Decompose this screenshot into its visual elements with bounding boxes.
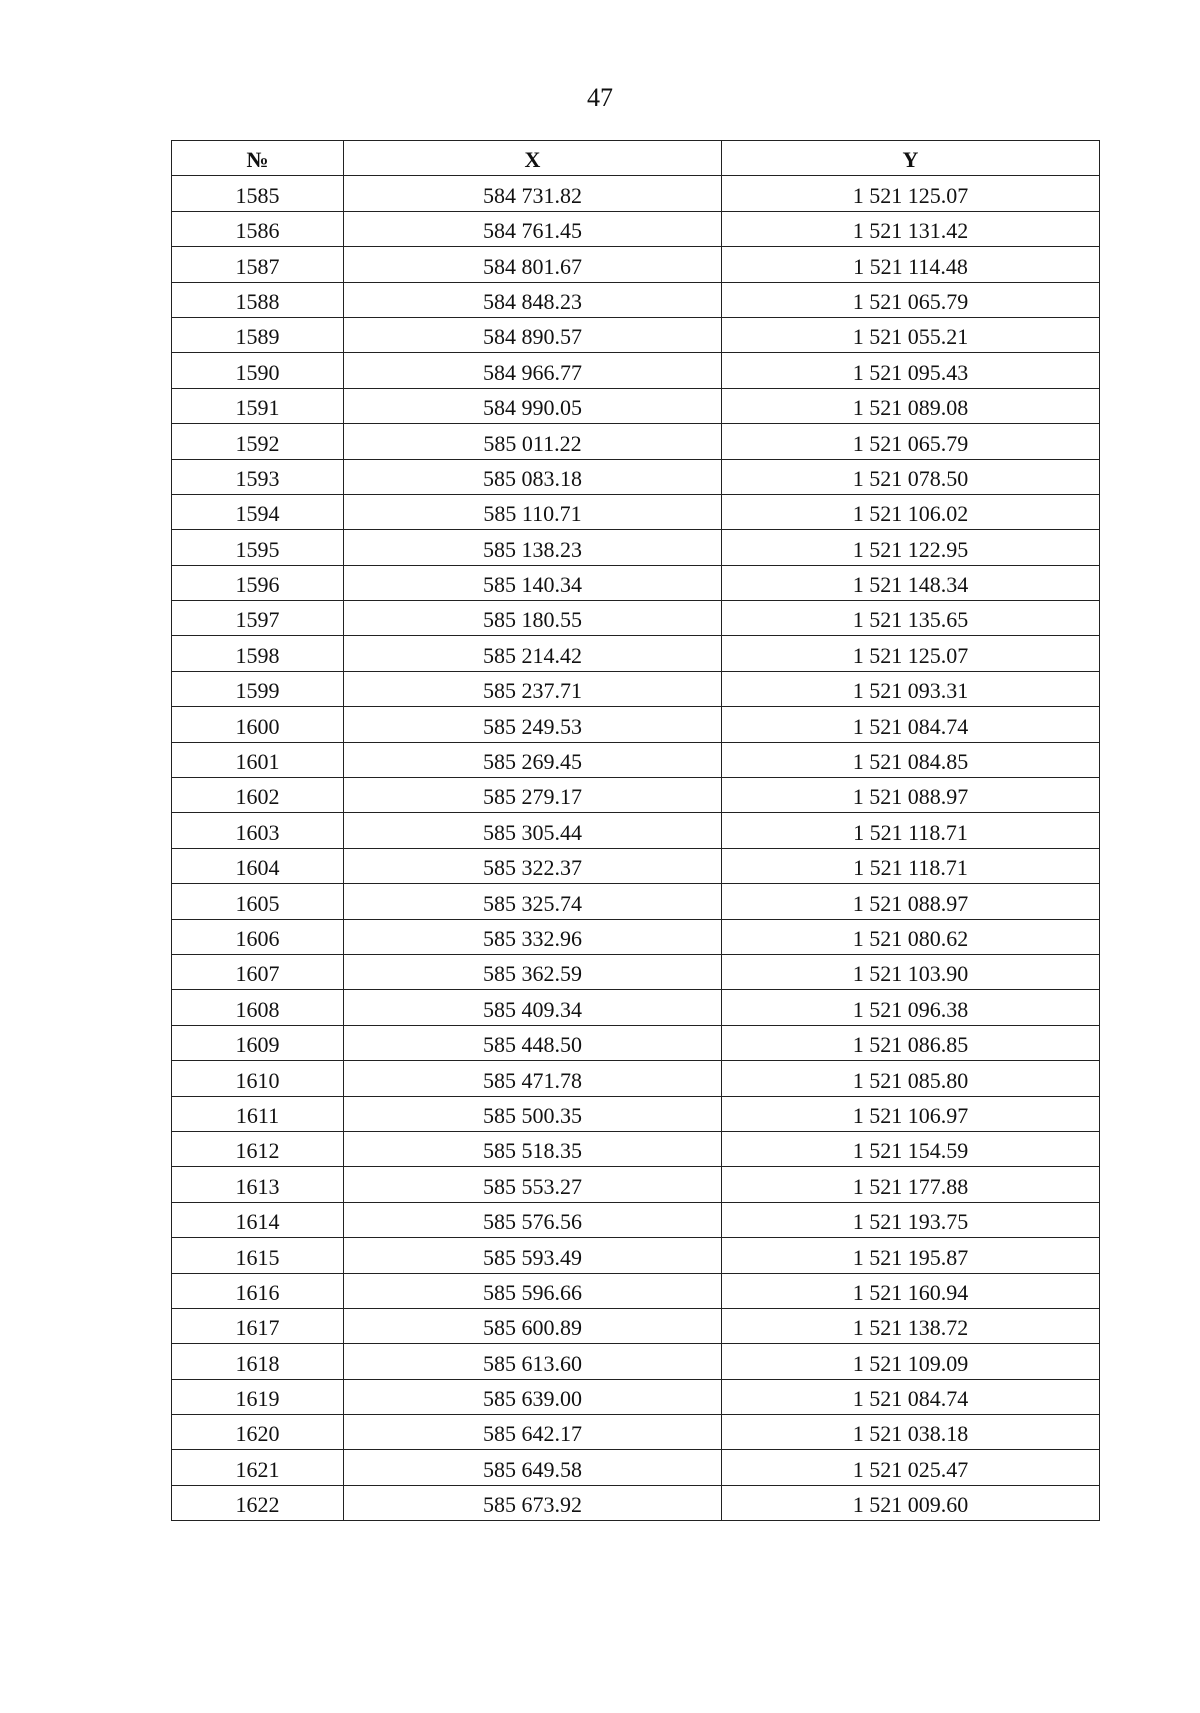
- table-header: [172, 141, 1100, 176]
- x-coordinate-cell: 585 269.45: [344, 742, 722, 777]
- x-coordinate-cell: 585 448.50: [344, 1025, 722, 1060]
- point-number-cell: 1603: [172, 813, 344, 848]
- table-row: [172, 282, 1100, 317]
- y-coordinate-cell: 1 521 009.60: [722, 1485, 1100, 1520]
- point-number-cell: 1616: [172, 1273, 344, 1308]
- table-row: [172, 247, 1100, 282]
- table-row: [172, 1025, 1100, 1060]
- point-number-cell: 1599: [172, 671, 344, 706]
- table-row: [172, 919, 1100, 954]
- y-coordinate-cell: 1 521 148.34: [722, 565, 1100, 600]
- point-number-cell: 1595: [172, 530, 344, 565]
- x-coordinate-cell: 585 639.00: [344, 1379, 722, 1414]
- table-row: [172, 176, 1100, 211]
- coordinates-table: [171, 140, 1100, 1521]
- header-x: X: [344, 141, 722, 176]
- table-row: [172, 317, 1100, 352]
- point-number-cell: 1612: [172, 1131, 344, 1166]
- y-coordinate-cell: 1 521 109.09: [722, 1344, 1100, 1379]
- y-coordinate-cell: 1 521 084.74: [722, 1379, 1100, 1414]
- table-row: [172, 848, 1100, 883]
- point-number-cell: 1622: [172, 1485, 344, 1520]
- y-coordinate-cell: 1 521 122.95: [722, 530, 1100, 565]
- point-number-cell: 1618: [172, 1344, 344, 1379]
- table-row: [172, 1308, 1100, 1343]
- y-coordinate-cell: 1 521 125.07: [722, 636, 1100, 671]
- point-number-cell: 1596: [172, 565, 344, 600]
- x-coordinate-cell: 585 140.34: [344, 565, 722, 600]
- table-row: [172, 884, 1100, 919]
- y-coordinate-cell: 1 521 089.08: [722, 388, 1100, 423]
- point-number-cell: 1606: [172, 919, 344, 954]
- y-coordinate-cell: 1 521 093.31: [722, 671, 1100, 706]
- table-row: [172, 1167, 1100, 1202]
- table-row: [172, 1344, 1100, 1379]
- x-coordinate-cell: 584 731.82: [344, 176, 722, 211]
- y-coordinate-cell: 1 521 106.97: [722, 1096, 1100, 1131]
- table-row: [172, 1096, 1100, 1131]
- table-body: [172, 176, 1100, 1521]
- y-coordinate-cell: 1 521 084.85: [722, 742, 1100, 777]
- header-number: №: [172, 141, 344, 176]
- table-row: [172, 778, 1100, 813]
- x-coordinate-cell: 584 990.05: [344, 388, 722, 423]
- table-row: [172, 601, 1100, 636]
- point-number-cell: 1619: [172, 1379, 344, 1414]
- x-coordinate-cell: 585 322.37: [344, 848, 722, 883]
- y-coordinate-cell: 1 521 118.71: [722, 813, 1100, 848]
- table-row: [172, 459, 1100, 494]
- table-row: [172, 636, 1100, 671]
- x-coordinate-cell: 584 801.67: [344, 247, 722, 282]
- point-number-cell: 1589: [172, 317, 344, 352]
- y-coordinate-cell: 1 521 055.21: [722, 317, 1100, 352]
- x-coordinate-cell: 585 673.92: [344, 1485, 722, 1520]
- y-coordinate-cell: 1 521 177.88: [722, 1167, 1100, 1202]
- table-row: [172, 494, 1100, 529]
- table-row: [172, 565, 1100, 600]
- x-coordinate-cell: 585 576.56: [344, 1202, 722, 1237]
- point-number-cell: 1585: [172, 176, 344, 211]
- x-coordinate-cell: 585 362.59: [344, 954, 722, 989]
- y-coordinate-cell: 1 521 085.80: [722, 1061, 1100, 1096]
- point-number-cell: 1621: [172, 1450, 344, 1485]
- table-row: [172, 671, 1100, 706]
- table-row: [172, 530, 1100, 565]
- x-coordinate-cell: 585 279.17: [344, 778, 722, 813]
- x-coordinate-cell: 585 553.27: [344, 1167, 722, 1202]
- point-number-cell: 1593: [172, 459, 344, 494]
- table-row: [172, 1273, 1100, 1308]
- y-coordinate-cell: 1 521 065.79: [722, 424, 1100, 459]
- table-row: [172, 813, 1100, 848]
- table-row: [172, 424, 1100, 459]
- table-row: [172, 707, 1100, 742]
- table-row: [172, 388, 1100, 423]
- x-coordinate-cell: 585 471.78: [344, 1061, 722, 1096]
- x-coordinate-cell: 585 110.71: [344, 494, 722, 529]
- point-number-cell: 1615: [172, 1238, 344, 1273]
- x-coordinate-cell: 585 518.35: [344, 1131, 722, 1166]
- y-coordinate-cell: 1 521 160.94: [722, 1273, 1100, 1308]
- y-coordinate-cell: 1 521 088.97: [722, 884, 1100, 919]
- y-coordinate-cell: 1 521 193.75: [722, 1202, 1100, 1237]
- x-coordinate-cell: 585 409.34: [344, 990, 722, 1025]
- table-row: [172, 1131, 1100, 1166]
- x-coordinate-cell: 585 593.49: [344, 1238, 722, 1273]
- x-coordinate-cell: 584 890.57: [344, 317, 722, 352]
- y-coordinate-cell: 1 521 103.90: [722, 954, 1100, 989]
- table-row: [172, 1202, 1100, 1237]
- table-row: [172, 1415, 1100, 1450]
- table-row: [172, 1450, 1100, 1485]
- point-number-cell: 1608: [172, 990, 344, 1025]
- y-coordinate-cell: 1 521 025.47: [722, 1450, 1100, 1485]
- point-number-cell: 1597: [172, 601, 344, 636]
- point-number-cell: 1620: [172, 1415, 344, 1450]
- point-number-cell: 1614: [172, 1202, 344, 1237]
- x-coordinate-cell: 585 180.55: [344, 601, 722, 636]
- point-number-cell: 1609: [172, 1025, 344, 1060]
- page-number: 47: [587, 83, 613, 112]
- point-number-cell: 1605: [172, 884, 344, 919]
- y-coordinate-cell: 1 521 106.02: [722, 494, 1100, 529]
- y-coordinate-cell: 1 521 088.97: [722, 778, 1100, 813]
- x-coordinate-cell: 585 642.17: [344, 1415, 722, 1450]
- point-number-cell: 1591: [172, 388, 344, 423]
- point-number-cell: 1586: [172, 211, 344, 246]
- x-coordinate-cell: 585 138.23: [344, 530, 722, 565]
- x-coordinate-cell: 585 500.35: [344, 1096, 722, 1131]
- x-coordinate-cell: 585 649.58: [344, 1450, 722, 1485]
- x-coordinate-cell: 585 332.96: [344, 919, 722, 954]
- y-coordinate-cell: 1 521 195.87: [722, 1238, 1100, 1273]
- header-row: [172, 141, 1100, 176]
- y-coordinate-cell: 1 521 114.48: [722, 247, 1100, 282]
- table-row: [172, 1238, 1100, 1273]
- point-number-cell: 1588: [172, 282, 344, 317]
- y-coordinate-cell: 1 521 154.59: [722, 1131, 1100, 1166]
- x-coordinate-cell: 585 214.42: [344, 636, 722, 671]
- point-number-cell: 1604: [172, 848, 344, 883]
- table-row: [172, 1379, 1100, 1414]
- point-number-cell: 1601: [172, 742, 344, 777]
- point-number-cell: 1610: [172, 1061, 344, 1096]
- y-coordinate-cell: 1 521 038.18: [722, 1415, 1100, 1450]
- point-number-cell: 1592: [172, 424, 344, 459]
- table-row: [172, 1061, 1100, 1096]
- point-number-cell: 1613: [172, 1167, 344, 1202]
- x-coordinate-cell: 585 237.71: [344, 671, 722, 706]
- x-coordinate-cell: 585 249.53: [344, 707, 722, 742]
- y-coordinate-cell: 1 521 135.65: [722, 601, 1100, 636]
- y-coordinate-cell: 1 521 125.07: [722, 176, 1100, 211]
- point-number-cell: 1590: [172, 353, 344, 388]
- point-number-cell: 1600: [172, 707, 344, 742]
- x-coordinate-cell: 585 305.44: [344, 813, 722, 848]
- y-coordinate-cell: 1 521 078.50: [722, 459, 1100, 494]
- table-row: [172, 954, 1100, 989]
- x-coordinate-cell: 584 966.77: [344, 353, 722, 388]
- x-coordinate-cell: 585 613.60: [344, 1344, 722, 1379]
- x-coordinate-cell: 585 011.22: [344, 424, 722, 459]
- point-number-cell: 1594: [172, 494, 344, 529]
- x-coordinate-cell: 585 083.18: [344, 459, 722, 494]
- y-coordinate-cell: 1 521 084.74: [722, 707, 1100, 742]
- table-row: [172, 742, 1100, 777]
- x-coordinate-cell: 585 325.74: [344, 884, 722, 919]
- x-coordinate-cell: 585 596.66: [344, 1273, 722, 1308]
- x-coordinate-cell: 585 600.89: [344, 1308, 722, 1343]
- table-row: [172, 211, 1100, 246]
- y-coordinate-cell: 1 521 080.62: [722, 919, 1100, 954]
- table-row: [172, 1485, 1100, 1520]
- y-coordinate-cell: 1 521 086.85: [722, 1025, 1100, 1060]
- y-coordinate-cell: 1 521 096.38: [722, 990, 1100, 1025]
- point-number-cell: 1607: [172, 954, 344, 989]
- point-number-cell: 1598: [172, 636, 344, 671]
- point-number-cell: 1617: [172, 1308, 344, 1343]
- y-coordinate-cell: 1 521 095.43: [722, 353, 1100, 388]
- y-coordinate-cell: 1 521 118.71: [722, 848, 1100, 883]
- x-coordinate-cell: 584 761.45: [344, 211, 722, 246]
- point-number-cell: 1611: [172, 1096, 344, 1131]
- y-coordinate-cell: 1 521 131.42: [722, 211, 1100, 246]
- table-row: [172, 353, 1100, 388]
- y-coordinate-cell: 1 521 065.79: [722, 282, 1100, 317]
- header-y: Y: [722, 141, 1100, 176]
- point-number-cell: 1587: [172, 247, 344, 282]
- point-number-cell: 1602: [172, 778, 344, 813]
- x-coordinate-cell: 584 848.23: [344, 282, 722, 317]
- table-row: [172, 990, 1100, 1025]
- y-coordinate-cell: 1 521 138.72: [722, 1308, 1100, 1343]
